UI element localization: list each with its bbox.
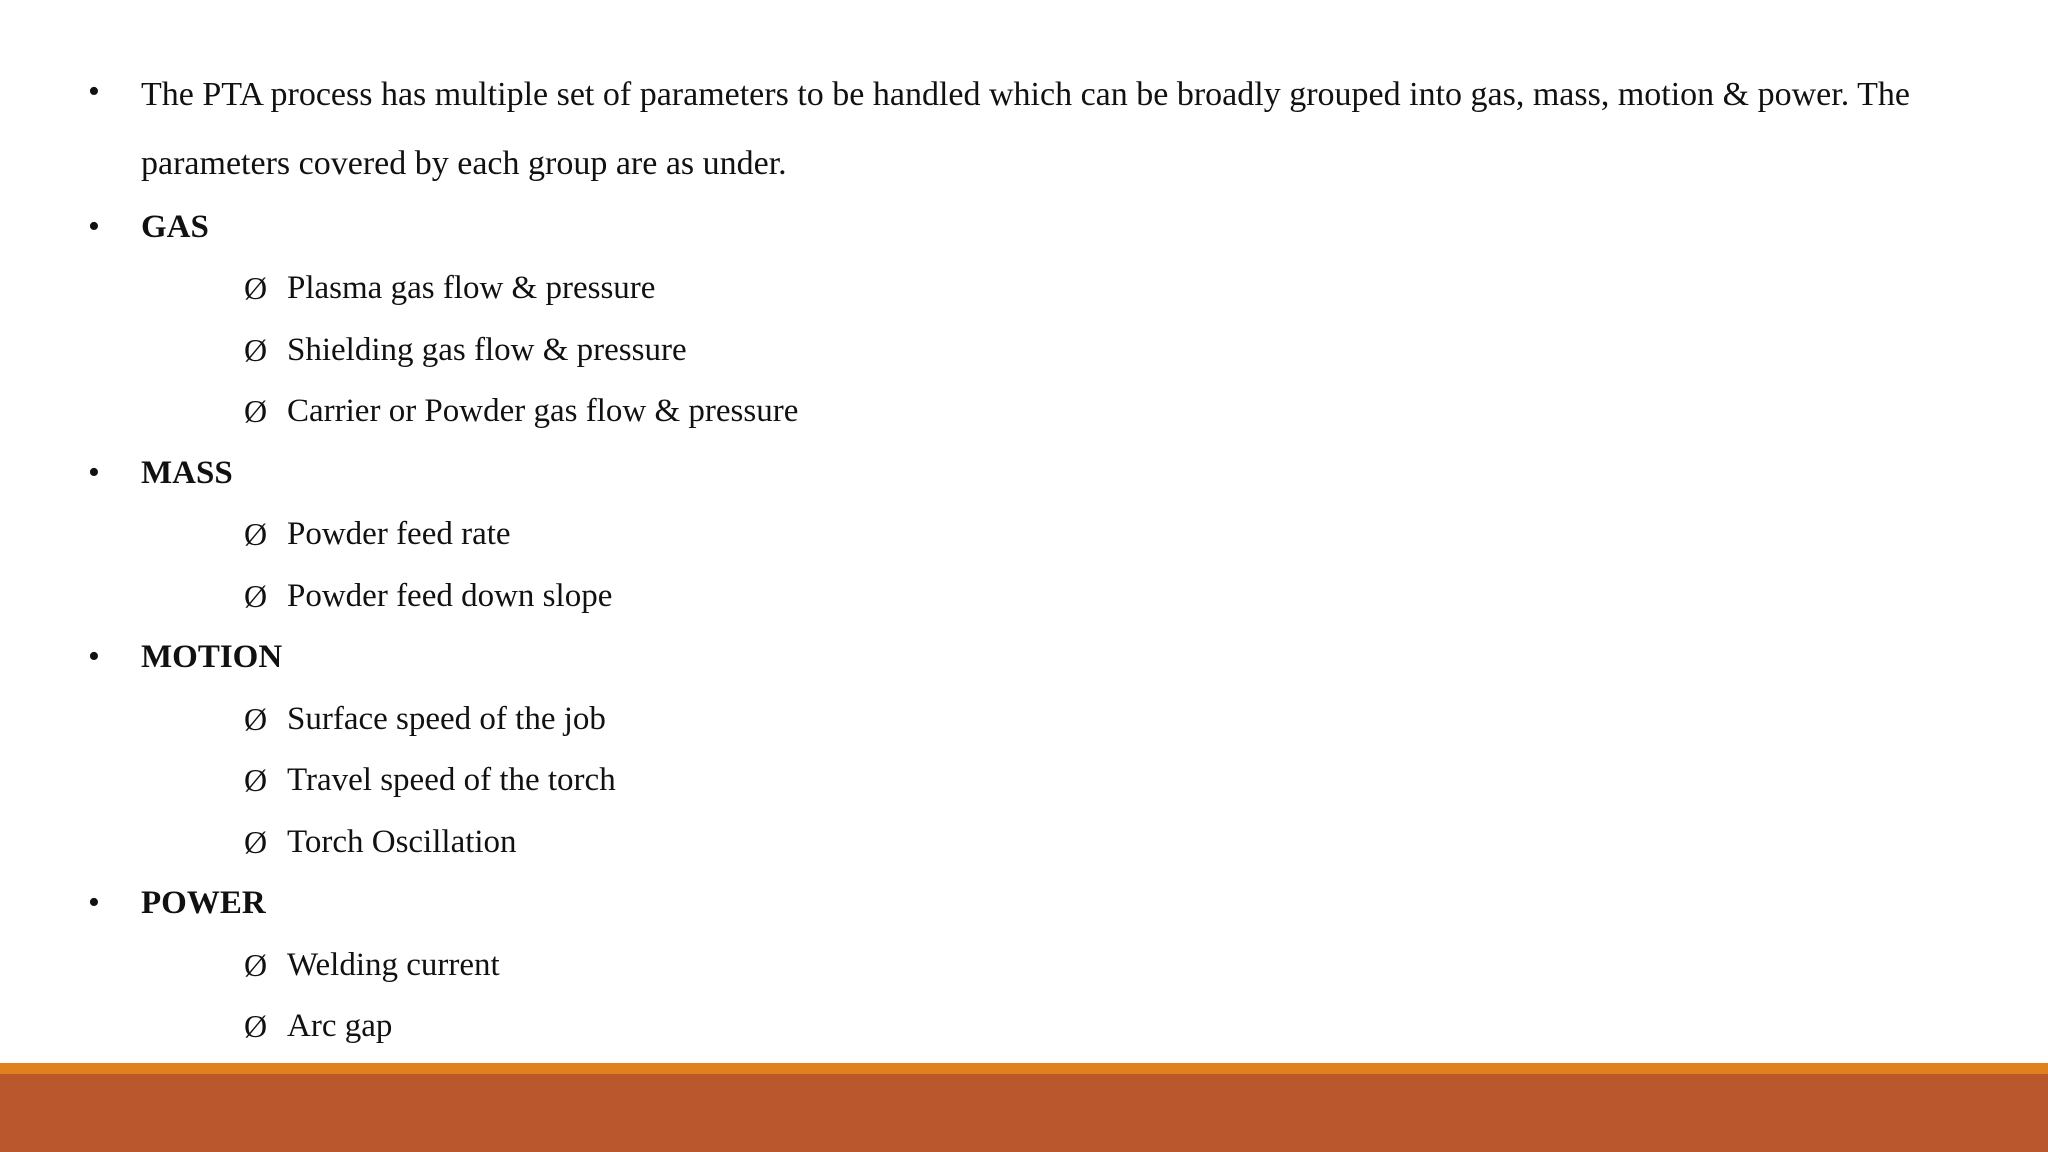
list-item-text: Torch Oscillation: [287, 824, 517, 860]
bullet-dot: •: [88, 208, 100, 245]
arrow-bullet-icon: Ø: [244, 270, 268, 306]
list-item-text: Plasma gas flow & pressure: [287, 270, 656, 306]
list-item-text: Carrier or Powder gas flow & pressure: [287, 393, 799, 429]
bullet-dot: •: [88, 454, 100, 491]
group-heading-motion: MOTION: [141, 639, 283, 675]
arrow-bullet-icon: Ø: [244, 947, 268, 983]
arrow-bullet-icon: Ø: [244, 516, 268, 552]
intro-paragraph: The PTA process has multiple set of parameters to be handled which can be broadly grouped into gas, mass, motion & power. The parameters covered by each group are as under.: [141, 76, 1910, 182]
arrow-bullet-icon: Ø: [244, 701, 268, 737]
list-item-text: Welding current: [287, 947, 500, 983]
footer-bar: [0, 1074, 2048, 1152]
list-item-text: Arc gap: [287, 1008, 393, 1044]
list-item-text: Powder feed rate: [287, 516, 511, 552]
bullet-dot: •: [88, 884, 100, 921]
list-item-text: Travel speed of the torch: [287, 762, 616, 798]
arrow-bullet-icon: Ø: [244, 1008, 268, 1044]
group-heading-gas: GAS: [141, 209, 209, 245]
arrow-bullet-icon: Ø: [244, 762, 268, 798]
footer-accent-stripe: [0, 1063, 2048, 1074]
list-item-text: Shielding gas flow & pressure: [287, 332, 687, 368]
group-heading-mass: MASS: [141, 455, 233, 491]
arrow-bullet-icon: Ø: [244, 393, 268, 429]
group-heading-power: POWER: [141, 885, 266, 921]
list-item-text: Surface speed of the job: [287, 701, 606, 737]
bullet-dot: •: [88, 73, 100, 110]
arrow-bullet-icon: Ø: [244, 332, 268, 368]
arrow-bullet-icon: Ø: [244, 578, 268, 614]
bullet-dot: •: [88, 638, 100, 675]
list-item-text: Powder feed down slope: [287, 578, 613, 614]
arrow-bullet-icon: Ø: [244, 824, 268, 860]
